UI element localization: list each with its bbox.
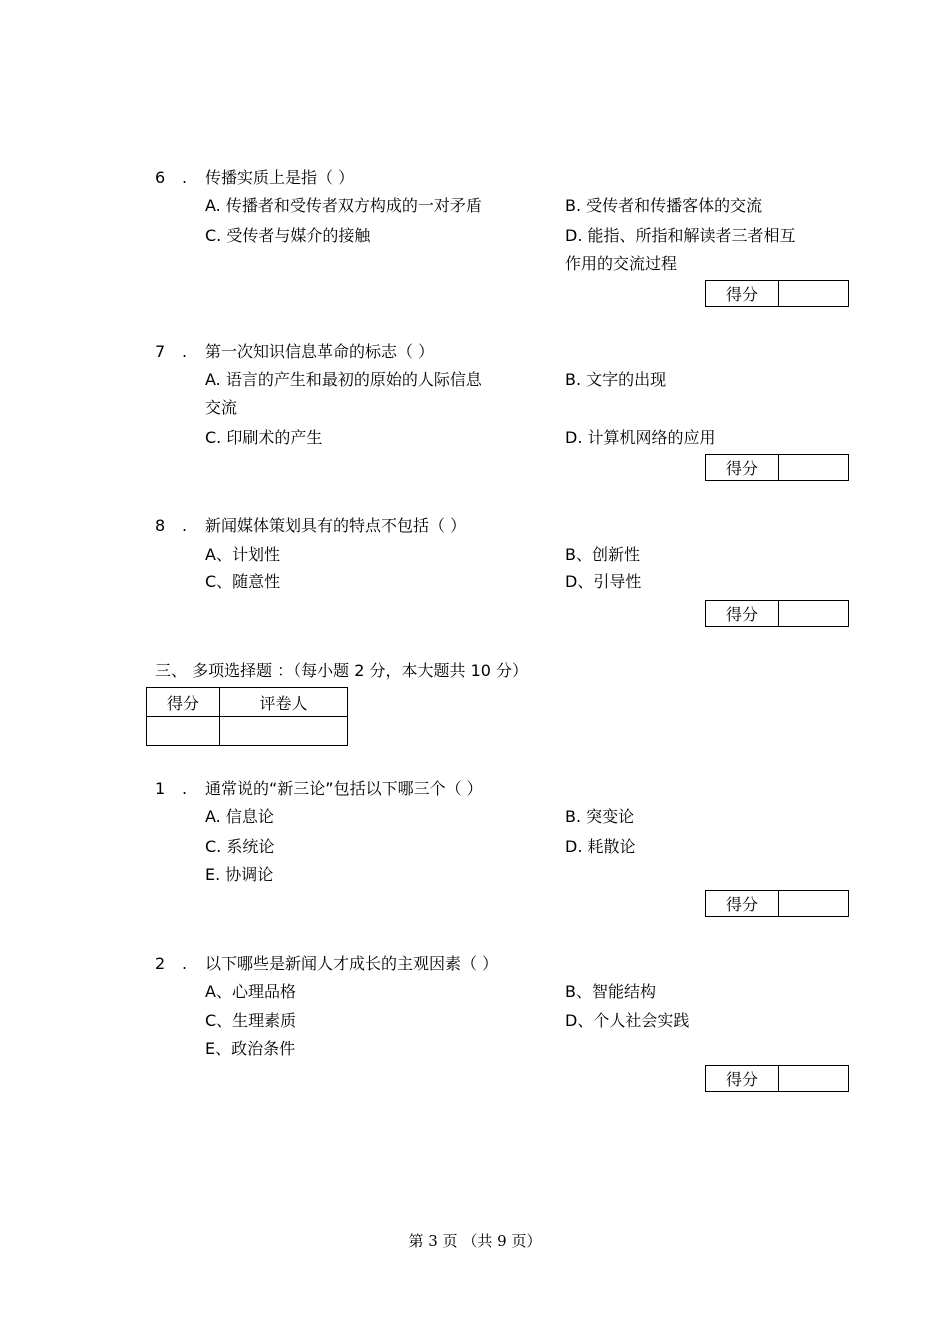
grader-table (146, 687, 348, 746)
q8-number: 8 (155, 516, 166, 535)
score-value-field[interactable] (779, 891, 848, 916)
q8-option-a: A、计划性 (205, 545, 280, 564)
q6-option-d-line2: 作用的交流过程 (565, 254, 678, 273)
mq1-option-e: E. 协调论 (205, 865, 274, 884)
q6-option-a: A. 传播者和受传者双方构成的一对矛盾 (205, 196, 482, 215)
score-value-field[interactable] (779, 281, 848, 306)
q7-score-box (705, 454, 849, 481)
section-heading: 三、 多项选择题 ：（每小题 2 分，本大题共 10 分） (155, 661, 529, 680)
q8-dot: . (182, 516, 188, 535)
grader-table-grader-cell[interactable] (220, 717, 348, 746)
mq2-text: 以下哪些是新闻人才成长的主观因素（ ） (205, 954, 499, 973)
score-label: 得分 (706, 601, 779, 626)
mq1-score-box (705, 890, 849, 917)
q7-number: 7 (155, 342, 166, 361)
q6-option-d-line1: D. 能指、所指和解读者三者相互 (565, 226, 796, 245)
mq1-option-d: D. 耗散论 (565, 837, 636, 856)
q8-option-c: C、随意性 (205, 572, 281, 591)
mq2-option-e: E、政治条件 (205, 1039, 296, 1058)
score-label: 得分 (706, 281, 779, 306)
mq2-option-d: D、个人社会实践 (565, 1011, 690, 1030)
mq2-option-b: B、智能结构 (565, 982, 656, 1001)
q7-text: 第一次知识信息革命的标志（ ） (205, 342, 435, 361)
page-footer: 第 3 页 （共 9 页） (408, 1232, 542, 1250)
q6-option-b: B. 受传者和传播客体的交流 (565, 196, 763, 215)
q8-option-b: B、创新性 (565, 545, 640, 564)
mq1-number: 1 (155, 779, 166, 798)
grader-table-score-cell[interactable] (147, 717, 220, 746)
mq1-dot: . (182, 779, 188, 798)
score-value-field[interactable] (779, 455, 848, 480)
q6-dot: . (182, 168, 188, 187)
mq1-option-b: B. 突变论 (565, 807, 635, 826)
grader-table-score-header: 得分 (147, 688, 220, 717)
q8-option-d: D、引导性 (565, 572, 642, 591)
q7-dot: . (182, 342, 188, 361)
score-value-field[interactable] (779, 1066, 848, 1091)
q6-text: 传播实质上是指（ ） (205, 168, 355, 187)
q7-option-b: B. 文字的出现 (565, 370, 667, 389)
mq2-dot: . (182, 954, 188, 973)
mq2-number: 2 (155, 954, 166, 973)
q7-option-a-line1: A. 语言的产生和最初的原始的人际信息 (205, 370, 482, 389)
q6-option-c: C. 受传者与媒介的接触 (205, 226, 371, 245)
score-label: 得分 (706, 455, 779, 480)
score-label: 得分 (706, 891, 779, 916)
q7-option-a-line2: 交流 (205, 398, 238, 417)
q7-option-c: C. 印刷术的产生 (205, 428, 323, 447)
q7-option-d: D. 计算机网络的应用 (565, 428, 716, 447)
mq1-option-c: C. 系统论 (205, 837, 275, 856)
q8-text: 新闻媒体策划具有的特点不包括（ ） (205, 516, 467, 535)
mq2-score-box (705, 1065, 849, 1092)
mq2-option-a: A、心理品格 (205, 982, 296, 1001)
grader-table-grader-header: 评卷人 (220, 688, 348, 717)
q8-score-box (705, 600, 849, 627)
mq1-text: 通常说的“新三论”包括以下哪三个（ ） (205, 779, 483, 798)
score-value-field[interactable] (779, 601, 848, 626)
score-label: 得分 (706, 1066, 779, 1091)
q6-score-box (705, 280, 849, 307)
mq1-option-a: A. 信息论 (205, 807, 274, 826)
mq2-option-c: C、生理素质 (205, 1011, 297, 1030)
q6-number: 6 (155, 168, 166, 187)
